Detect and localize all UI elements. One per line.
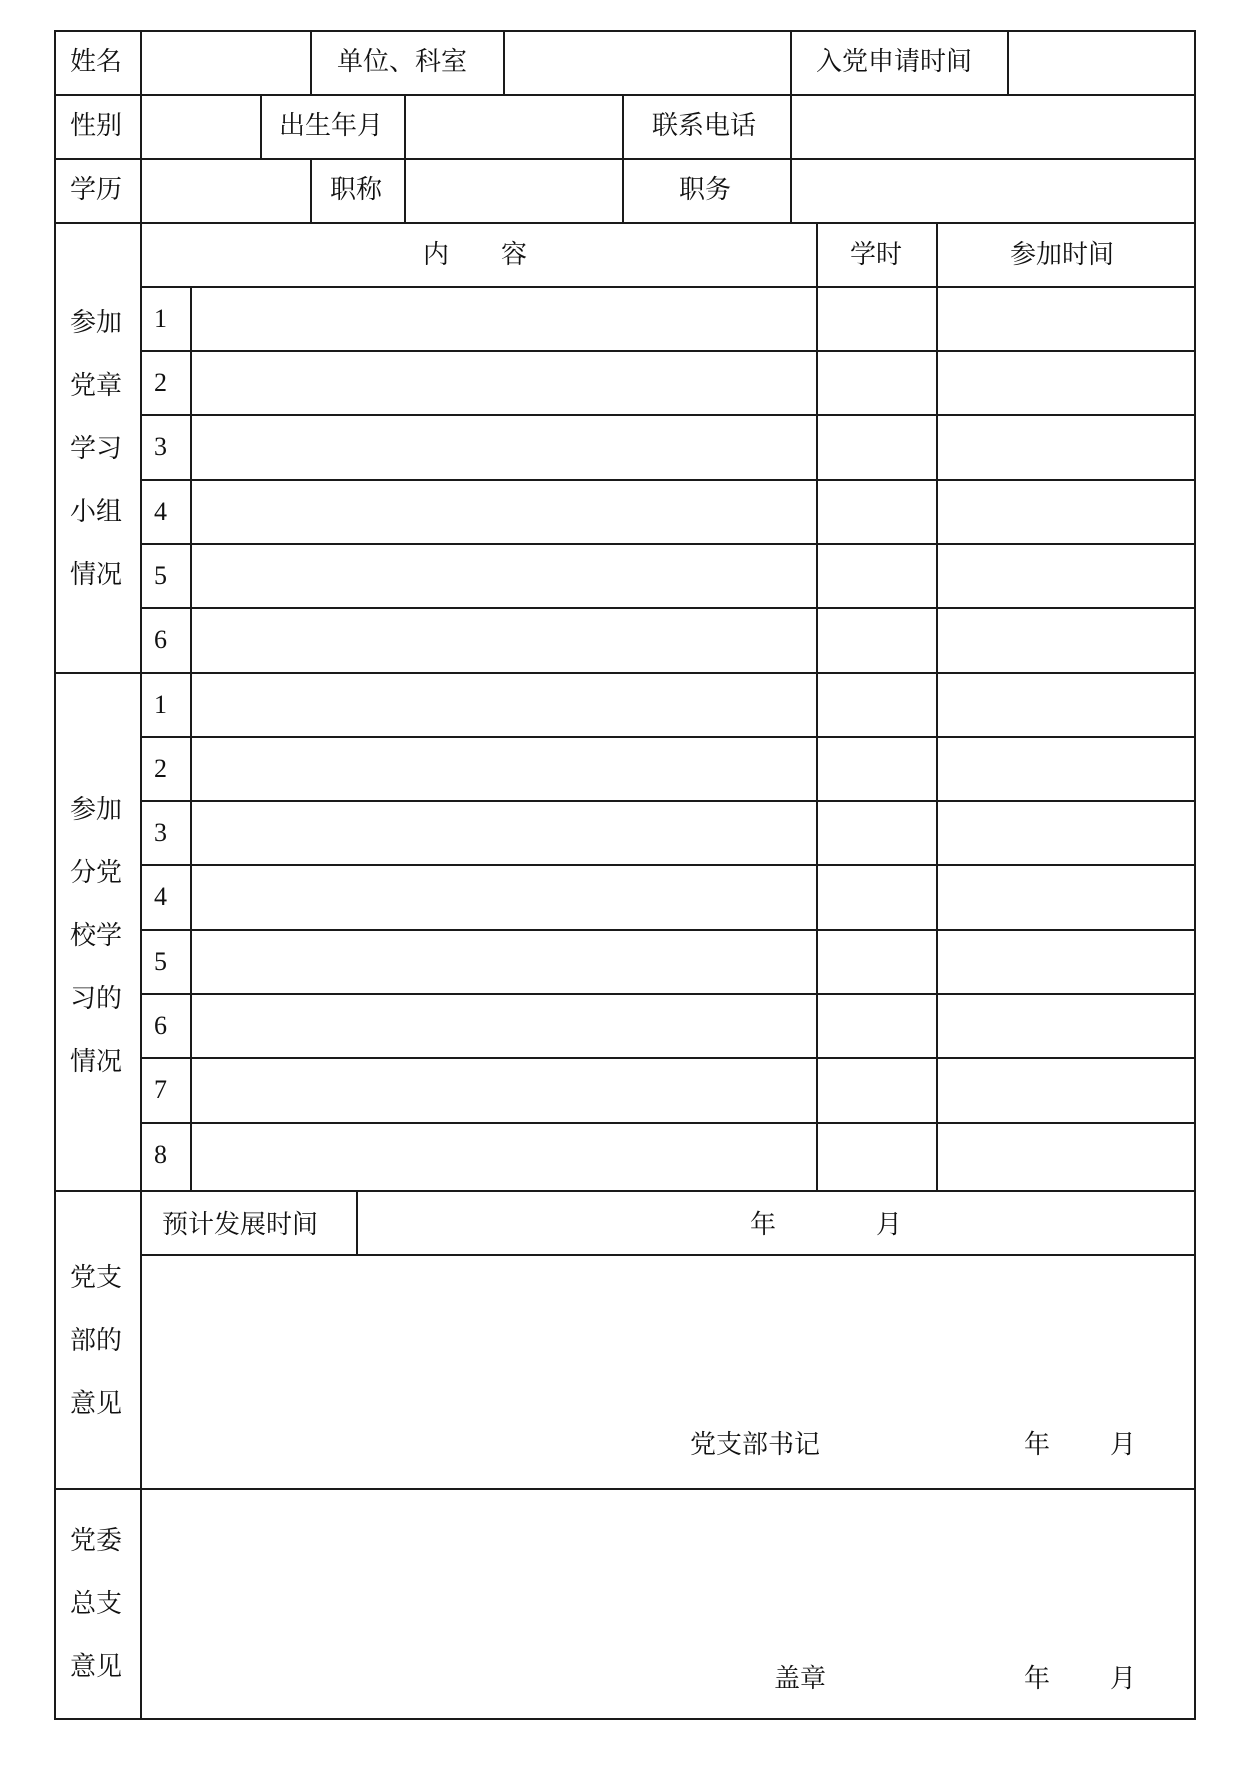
section-b-label-line: 分党 (70, 858, 123, 888)
branch-sign-month-label: 月 (1110, 1430, 1137, 1460)
birth-field[interactable] (406, 96, 620, 156)
apply-date-label: 入党申请时间 (816, 47, 973, 77)
content-column-header: 内 容 (423, 240, 528, 270)
hours-cell[interactable] (818, 609, 935, 669)
name-label: 姓名 (70, 47, 123, 77)
committee-month-label: 月 (1110, 1664, 1137, 1694)
branch-label-line: 党支 (70, 1263, 123, 1293)
content-cell[interactable] (192, 931, 814, 991)
hours-cell[interactable] (818, 674, 935, 734)
hours-cell[interactable] (818, 416, 935, 476)
hours-cell[interactable] (818, 931, 935, 991)
attend-time-cell[interactable] (938, 802, 1193, 862)
position-label: 职务 (679, 175, 732, 205)
content-cell[interactable] (192, 545, 814, 605)
committee-label-line: 党委 (70, 1526, 123, 1556)
hours-column-header: 学时 (850, 240, 903, 270)
hours-cell[interactable] (818, 481, 935, 541)
content-cell[interactable] (192, 674, 814, 734)
section-a-label-line: 小组 (70, 497, 123, 527)
row-number: 4 (154, 882, 167, 911)
hours-cell[interactable] (818, 738, 935, 798)
hours-cell[interactable] (818, 802, 935, 862)
attend-time-cell[interactable] (938, 674, 1193, 734)
unit-label: 单位、科室 (337, 47, 468, 77)
section-b-label-line: 习的 (70, 984, 123, 1014)
row-number: 5 (154, 561, 167, 590)
education-label: 学历 (70, 175, 123, 205)
hours-cell[interactable] (818, 352, 935, 412)
grid-line (310, 30, 312, 96)
phone-label: 联系电话 (652, 111, 757, 141)
hours-cell[interactable] (818, 866, 935, 926)
phone-field[interactable] (792, 96, 1192, 156)
content-cell[interactable] (192, 609, 814, 669)
branch-secretary-label: 党支部书记 (690, 1430, 821, 1460)
attend-time-cell[interactable] (938, 288, 1193, 348)
branch-label-line: 意见 (70, 1389, 123, 1419)
birth-label: 出生年月 (279, 111, 384, 141)
grid-line (54, 1718, 1196, 1720)
row-number: 1 (154, 304, 167, 333)
row-number: 1 (154, 690, 167, 719)
dev-month-label: 月 (876, 1210, 903, 1240)
committee-label-line: 总支 (70, 1589, 123, 1619)
row-number: 3 (154, 432, 167, 461)
row-number: 4 (154, 497, 167, 526)
section-a-label-line: 情况 (70, 560, 123, 590)
branch-sign-year-label: 年 (1024, 1430, 1051, 1460)
content-cell[interactable] (192, 288, 814, 348)
grid-line (1194, 30, 1196, 1720)
grid-line (54, 222, 1196, 224)
attend-time-cell[interactable] (938, 1059, 1193, 1119)
attend-time-cell[interactable] (938, 931, 1193, 991)
attend-time-cell[interactable] (938, 481, 1193, 541)
title-field[interactable] (406, 160, 620, 220)
gender-label: 性别 (70, 111, 123, 141)
grid-line (790, 30, 792, 96)
content-cell[interactable] (192, 995, 814, 1055)
dev-year-label: 年 (750, 1210, 777, 1240)
section-a-label-line: 学习 (70, 434, 123, 464)
content-cell[interactable] (192, 481, 814, 541)
content-cell[interactable] (192, 352, 814, 412)
row-number: 2 (154, 754, 167, 783)
content-cell[interactable] (192, 416, 814, 476)
section-b-label-line: 情况 (70, 1047, 123, 1077)
content-cell[interactable] (192, 1124, 814, 1184)
section-a-label-line: 参加 (70, 308, 123, 338)
name-field[interactable] (142, 32, 308, 92)
attend-time-cell[interactable] (938, 1124, 1193, 1184)
row-number: 3 (154, 818, 167, 847)
attend-time-cell[interactable] (938, 738, 1193, 798)
content-cell[interactable] (192, 738, 814, 798)
content-cell[interactable] (192, 1059, 814, 1119)
title-label: 职称 (330, 175, 383, 205)
section-b-label-line: 参加 (70, 795, 123, 825)
committee-seal-label: 盖章 (774, 1664, 827, 1694)
row-number: 6 (154, 625, 167, 654)
hours-cell[interactable] (818, 1124, 935, 1184)
hours-cell[interactable] (818, 995, 935, 1055)
row-number: 7 (154, 1075, 167, 1104)
education-field[interactable] (142, 160, 308, 220)
attend-time-cell[interactable] (938, 352, 1193, 412)
grid-line (622, 94, 624, 224)
grid-line (54, 30, 56, 1720)
hours-cell[interactable] (818, 1059, 935, 1119)
row-number: 6 (154, 1011, 167, 1040)
row-number: 2 (154, 368, 167, 397)
hours-cell[interactable] (818, 545, 935, 605)
apply-date-field[interactable] (1009, 32, 1192, 92)
grid-line (260, 94, 262, 160)
content-cell[interactable] (192, 866, 814, 926)
row-number: 8 (154, 1140, 167, 1169)
row-number: 5 (154, 947, 167, 976)
attend-time-cell[interactable] (938, 416, 1193, 476)
section-a-label-line: 党章 (70, 371, 123, 401)
position-field[interactable] (792, 160, 1192, 220)
unit-field[interactable] (505, 32, 790, 92)
section-b-label-line: 校学 (70, 921, 123, 951)
attend-time-cell[interactable] (938, 545, 1193, 605)
branch-label-line: 部的 (70, 1326, 123, 1356)
attend-time-column-header: 参加时间 (1010, 240, 1115, 270)
attend-time-cell[interactable] (938, 609, 1193, 669)
attend-time-cell[interactable] (938, 866, 1193, 926)
content-cell[interactable] (192, 802, 814, 862)
committee-label-line: 意见 (70, 1652, 123, 1682)
hours-cell[interactable] (818, 288, 935, 348)
attend-time-cell[interactable] (938, 995, 1193, 1055)
committee-year-label: 年 (1024, 1664, 1051, 1694)
dev-time-label: 预计发展时间 (162, 1210, 319, 1240)
gender-field[interactable] (142, 96, 258, 156)
grid-line (310, 158, 312, 224)
